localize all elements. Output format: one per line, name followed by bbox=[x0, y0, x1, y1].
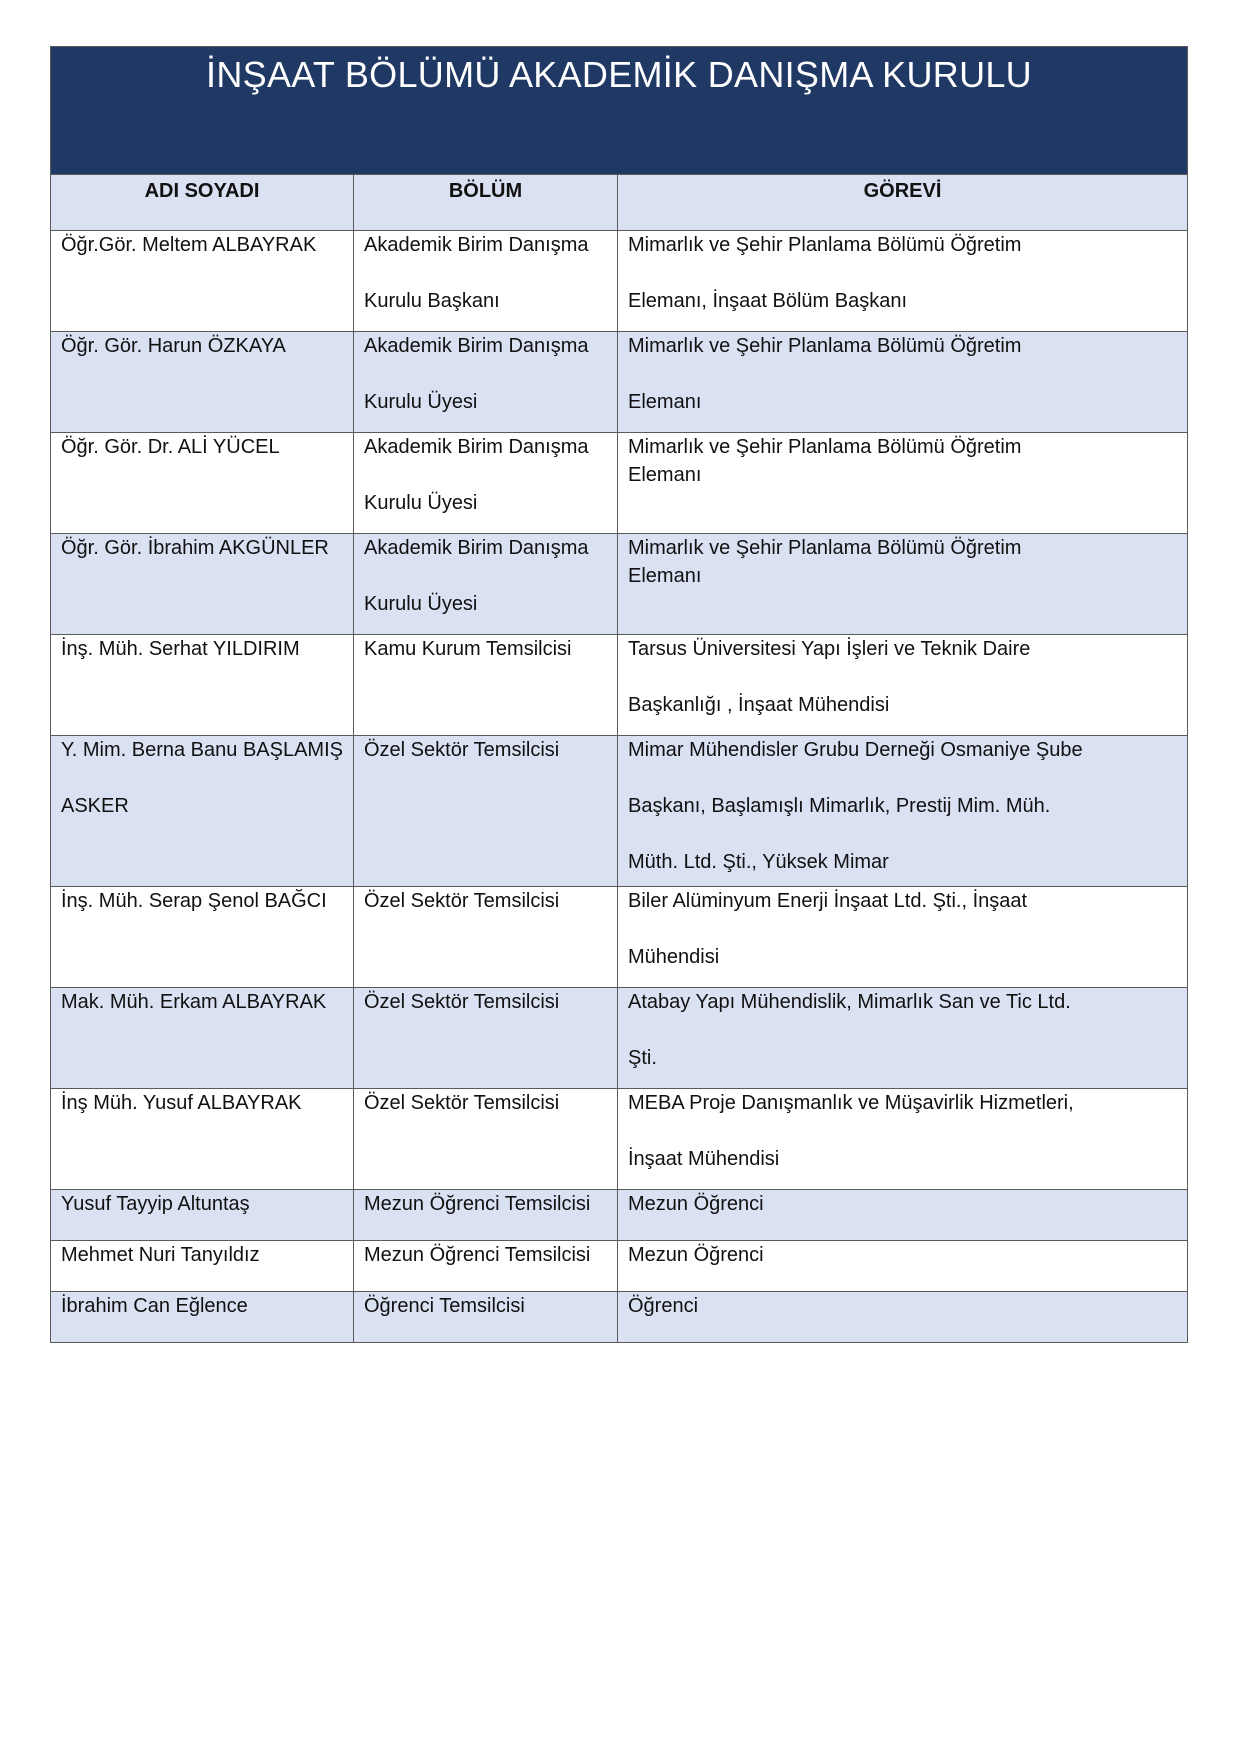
cell-text-line: İnş. Müh. Serhat YILDIRIM bbox=[61, 638, 300, 660]
document-title: İNŞAAT BÖLÜMÜ AKADEMİK DANIŞMA KURULU bbox=[206, 54, 1032, 95]
member-department-cell bbox=[354, 1292, 618, 1343]
cell-text-line: Y. Mim. Berna Banu BAŞLAMIŞ bbox=[61, 739, 343, 761]
member-name-cell bbox=[51, 231, 354, 332]
table-row bbox=[51, 635, 1188, 736]
cell-text-line: Şti. bbox=[628, 1047, 657, 1069]
cell-text-line: Kurulu Üyesi bbox=[364, 391, 478, 413]
cell-text-line: Müth. Ltd. Şti., Yüksek Mimar bbox=[628, 851, 889, 873]
member-department-cell bbox=[354, 433, 618, 534]
cell-text-line: Mimarlık ve Şehir Planlama Bölümü Öğretim bbox=[628, 234, 1022, 256]
cell-text-line: İnş Müh. Yusuf ALBAYRAK bbox=[61, 1092, 302, 1114]
table-row bbox=[51, 534, 1188, 635]
cell-text-line: Öğr. Gör. Dr. ALİ YÜCEL bbox=[61, 436, 280, 458]
cell-text-line: İnş. Müh. Serap Şenol BAĞCI bbox=[61, 890, 327, 912]
member-department-cell bbox=[354, 1241, 618, 1292]
member-duty-cell bbox=[618, 231, 1188, 332]
column-header-duty: GÖREVİ bbox=[618, 175, 1188, 231]
cell-text-line: Mezun Öğrenci Temsilcisi bbox=[364, 1193, 591, 1215]
member-department-cell bbox=[354, 887, 618, 988]
member-name-cell bbox=[51, 332, 354, 433]
cell-text-line: Yusuf Tayyip Altuntaş bbox=[61, 1193, 250, 1215]
cell-text-line: Mak. Müh. Erkam ALBAYRAK bbox=[61, 991, 327, 1013]
member-duty-cell bbox=[618, 1089, 1188, 1190]
member-duty-cell bbox=[618, 1190, 1188, 1241]
cell-text-line: Mimarlık ve Şehir Planlama Bölümü Öğretim bbox=[628, 537, 1022, 559]
member-duty-cell bbox=[618, 635, 1188, 736]
cell-text-line: Mimarlık ve Şehir Planlama Bölümü Öğretim bbox=[628, 335, 1022, 357]
member-name-cell bbox=[51, 736, 354, 887]
table-row bbox=[51, 988, 1188, 1089]
member-name-cell bbox=[51, 1190, 354, 1241]
member-duty-cell bbox=[618, 433, 1188, 534]
cell-text-line: Mimar Mühendisler Grubu Derneği Osmaniye Şube bbox=[628, 739, 1083, 761]
cell-text-line: Elemanı, İnşaat Bölüm Başkanı bbox=[628, 290, 908, 312]
member-duty-cell bbox=[618, 736, 1188, 887]
cell-text-line: Atabay Yapı Mühendislik, Mimarlık San ve Tic Ltd. bbox=[628, 991, 1071, 1013]
cell-text-line: Biler Alüminyum Enerji İnşaat Ltd. Şti., İnşaat bbox=[628, 890, 1028, 912]
cell-text-line: Elemanı bbox=[628, 391, 702, 413]
table-row bbox=[51, 1089, 1188, 1190]
cell-text-line: Özel Sektör Temsilcisi bbox=[364, 890, 560, 912]
cell-text-line: ASKER bbox=[61, 795, 129, 817]
cell-text-line: Kurulu Başkanı bbox=[364, 290, 500, 312]
column-header-name: ADI SOYADI bbox=[51, 175, 354, 231]
cell-text-line: İnşaat Mühendisi bbox=[628, 1148, 780, 1170]
member-department-cell bbox=[354, 1089, 618, 1190]
cell-text-line: Başkanlığı , İnşaat Mühendisi bbox=[628, 694, 890, 716]
cell-text-line: Öğr. Gör. İbrahim AKGÜNLER bbox=[61, 537, 329, 559]
cell-text-line: Öğrenci bbox=[628, 1295, 699, 1317]
table-row bbox=[51, 887, 1188, 988]
member-name-cell bbox=[51, 988, 354, 1089]
table-row bbox=[51, 1292, 1188, 1343]
advisory-board-table bbox=[50, 46, 1188, 1343]
cell-text-line: Başkanı, Başlamışlı Mimarlık, Prestij Mim. Müh. bbox=[628, 795, 1051, 817]
member-department-cell bbox=[354, 231, 618, 332]
table-row bbox=[51, 736, 1188, 887]
cell-text-line: Akademik Birim Danışma bbox=[364, 234, 589, 256]
cell-text-line: Özel Sektör Temsilcisi bbox=[364, 739, 560, 761]
column-header-row bbox=[51, 175, 1188, 231]
member-name-cell bbox=[51, 635, 354, 736]
column-header-department: BÖLÜM bbox=[354, 175, 618, 231]
member-duty-cell bbox=[618, 1241, 1188, 1292]
cell-text-line: Mimarlık ve Şehir Planlama Bölümü Öğretim bbox=[628, 436, 1022, 458]
cell-text-line: Öğrenci Temsilcisi bbox=[364, 1295, 525, 1317]
member-duty-cell bbox=[618, 332, 1188, 433]
cell-text-line: Mezun Öğrenci Temsilcisi bbox=[364, 1244, 591, 1266]
member-name-cell bbox=[51, 1292, 354, 1343]
table-row bbox=[51, 1190, 1188, 1241]
cell-text-line: Elemanı bbox=[628, 464, 702, 486]
member-department-cell bbox=[354, 988, 618, 1089]
table-row bbox=[51, 433, 1188, 534]
member-duty-cell bbox=[618, 988, 1188, 1089]
table-body bbox=[51, 231, 1188, 1343]
cell-text-line: Kurulu Üyesi bbox=[364, 492, 478, 514]
member-name-cell bbox=[51, 433, 354, 534]
cell-text-line: Elemanı bbox=[628, 565, 702, 587]
member-department-cell bbox=[354, 1190, 618, 1241]
member-name-cell bbox=[51, 1241, 354, 1292]
member-duty-cell bbox=[618, 1292, 1188, 1343]
cell-text-line: Mezun Öğrenci bbox=[628, 1244, 764, 1266]
cell-text-line: Mezun Öğrenci bbox=[628, 1193, 764, 1215]
member-department-cell bbox=[354, 534, 618, 635]
member-department-cell bbox=[354, 635, 618, 736]
table-row bbox=[51, 1241, 1188, 1292]
cell-text-line: Akademik Birim Danışma bbox=[364, 335, 589, 357]
cell-text-line: Kurulu Üyesi bbox=[364, 593, 478, 615]
cell-text-line: Özel Sektör Temsilcisi bbox=[364, 1092, 560, 1114]
cell-text-line: İbrahim Can Eğlence bbox=[61, 1295, 248, 1317]
cell-text-line: Özel Sektör Temsilcisi bbox=[364, 991, 560, 1013]
cell-text-line: Akademik Birim Danışma bbox=[364, 537, 589, 559]
cell-text-line: MEBA Proje Danışmanlık ve Müşavirlik Hizmetleri, bbox=[628, 1092, 1074, 1114]
title-banner bbox=[51, 47, 1188, 175]
member-department-cell bbox=[354, 332, 618, 433]
cell-text-line: Öğr. Gör. Harun ÖZKAYA bbox=[61, 335, 286, 357]
cell-text-line: Mehmet Nuri Tanyıldız bbox=[61, 1244, 260, 1266]
member-duty-cell bbox=[618, 887, 1188, 988]
table-row bbox=[51, 231, 1188, 332]
cell-text-line: Kamu Kurum Temsilcisi bbox=[364, 638, 572, 660]
member-duty-cell bbox=[618, 534, 1188, 635]
table-row bbox=[51, 332, 1188, 433]
member-name-cell bbox=[51, 887, 354, 988]
cell-text-line: Tarsus Üniversitesi Yapı İşleri ve Teknik Daire bbox=[628, 638, 1031, 660]
cell-text-line: Öğr.Gör. Meltem ALBAYRAK bbox=[61, 234, 317, 256]
member-name-cell bbox=[51, 1089, 354, 1190]
member-department-cell bbox=[354, 736, 618, 887]
cell-text-line: Akademik Birim Danışma bbox=[364, 436, 589, 458]
cell-text-line: Mühendisi bbox=[628, 946, 720, 968]
member-name-cell bbox=[51, 534, 354, 635]
